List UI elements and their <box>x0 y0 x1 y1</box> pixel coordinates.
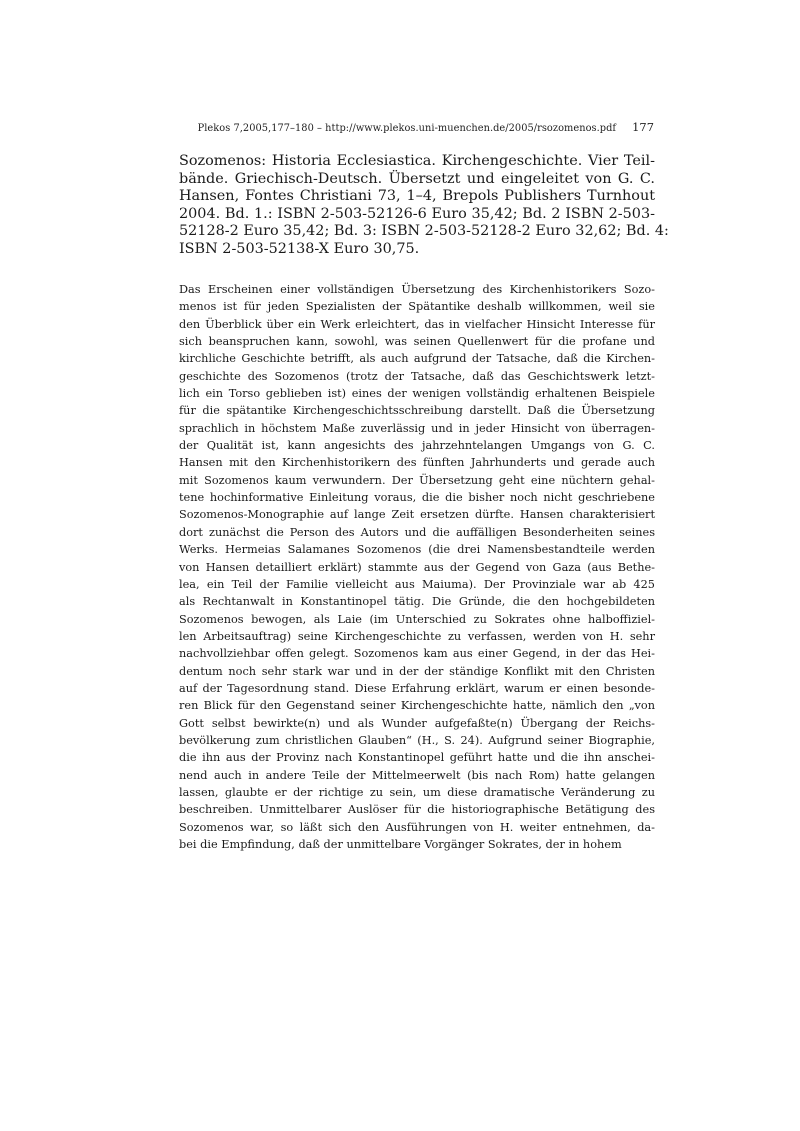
citation-line: 52128-2 Euro 35,42; Bd. 3: ISBN 2-503-52128-2 Euro 32,62; Bd. 4: <box>179 223 669 240</box>
body-line: menos ist für jeden Spezialisten der Spätantike deshalb willkommen, weil sie <box>179 300 655 314</box>
body-line: als Rechtanwalt in Konstantinopel tätig. Die Gründe, die den hochgebildeten <box>179 595 655 609</box>
body-line: Das Erscheinen einer vollständigen Übersetzung des Kirchenhistorikers Sozo- <box>179 283 655 296</box>
body-line: lea, ein Teil der Familie vielleicht aus Maiuma). Der Provinziale war ab 425 <box>179 577 655 591</box>
body-line: Hansen mit den Kirchenhistorikern des fünften Jahrhunderts und gerade auch <box>179 456 655 470</box>
body-line: der Qualität ist, kann angesichts des jahrzehntelangen Umgangs von G. C. <box>179 439 655 453</box>
running-head-text: Plekos 7,2005,177–180 – http://www.plekos.uni-muenchen.de/2005/rsozomenos.pdf <box>197 123 617 134</box>
citation-line: 2004. Bd. 1.: ISBN 2-503-52126-6 Euro 35,42; Bd. 2 ISBN 2-503- <box>179 205 655 222</box>
body-line: tene hochinformative Einleitung voraus, die die bisher noch nicht geschriebene <box>179 491 655 505</box>
page-number: 177 <box>632 120 654 134</box>
citation-line: bände. Griechisch-Deutsch. Übersetzt und eingeleitet von G. C. <box>179 170 655 187</box>
citation-line: ISBN 2-503-52138-X Euro 30,75. <box>179 240 420 257</box>
body-line: len Arbeitsauftrag) seine Kirchengeschichte zu verfassen, werden von H. sehr <box>179 629 655 643</box>
body-line: beschreiben. Unmittelbarer Auslöser für die historiographische Betätigung des <box>179 803 655 817</box>
body-line: bei die Empfindung, daß der unmittelbare Vorgänger Sokrates, der in hohem <box>179 838 622 851</box>
body-line: lassen, glaubte er der richtige zu sein, um diese dramatische Veränderung zu <box>179 785 655 799</box>
citation-line: Hansen, Fontes Christiani 73, 1–4, Brepols Publishers Turnhout <box>179 188 655 205</box>
body-line: sprachlich in höchstem Maße zuverlässig und in jeder Hinsicht von überragen- <box>179 421 655 435</box>
body-line: nachvollziehbar offen gelegt. Sozomenos kam aus einer Gegend, in der das Hei- <box>179 647 655 661</box>
body-line: Werks. Hermeias Salamanes Sozomenos (die drei Namensbestandteile werden <box>179 543 655 557</box>
body-line: geschichte des Sozomenos (trotz der Tatsache, daß das Geschichtswerk letzt- <box>179 369 655 383</box>
body-line: für die spätantike Kirchengeschichtsschreibung darstellt. Daß die Übersetzung <box>179 404 655 418</box>
body-line: von Hansen detailliert erklärt) stammte aus der Gegend von Gaza (aus Bethe- <box>179 560 655 574</box>
body-line: sich beanspruchen kann, sowohl, was seinen Quellenwert für die profane und <box>179 335 655 349</box>
body-line: den Überblick über ein Werk erleichtert, das in vielfacher Hinsicht Interesse für <box>179 317 655 331</box>
body-line: kirchliche Geschichte betrifft, als auch aufgrund der Tatsache, daß die Kirchen- <box>179 352 655 366</box>
body-line: Sozomenos-Monographie auf lange Zeit ersetzen dürfte. Hansen charakterisiert <box>179 508 655 522</box>
citation-line: Sozomenos: Historia Ecclesiastica. Kirchengeschichte. Vier Teil- <box>179 153 655 169</box>
body-line: dort zunächst die Person des Autors und die auffälligen Besonderheiten seines <box>179 525 655 539</box>
body-line: mit Sozomenos kaum verwundern. Der Übersetzung geht eine nüchtern gehal- <box>179 473 655 487</box>
body-line: Gott selbst bewirkte(n) und als Wunder aufgefaßte(n) Übergang der Reichs- <box>179 716 655 730</box>
body-line: nend auch in andere Teile der Mittelmeerwelt (bis nach Rom) hatte gelangen <box>179 768 655 782</box>
body-line: lich ein Torso geblieben ist) eines der wenigen vollständig erhaltenen Beispiele <box>179 387 655 401</box>
body-line: auf der Tagesordnung stand. Diese Erfahrung erklärt, warum er einen besonde- <box>179 681 655 695</box>
body-line: ren Blick für den Gegenstand seiner Kirchengeschichte hatte, nämlich den „von <box>179 699 655 713</box>
body-line: bevölkerung zum christlichen Glauben“ (H., S. 24). Aufgrund seiner Biographie, <box>179 733 655 747</box>
running-head <box>180 120 654 134</box>
body-line: Sozomenos war, so läßt sich den Ausführungen von H. weiter entnehmen, da- <box>179 820 655 834</box>
body-line: Sozomenos bewogen, als Laie (im Unterschied zu Sokrates ohne halboffiziel- <box>179 612 655 626</box>
body-line: dentum noch sehr stark war und in der der ständige Konflikt mit den Christen <box>179 664 655 678</box>
book-citation <box>179 153 669 259</box>
body-line: die ihn aus der Provinz nach Konstantinopel geführt hatte und die ihn anschei- <box>179 751 655 765</box>
review-body <box>179 281 655 853</box>
